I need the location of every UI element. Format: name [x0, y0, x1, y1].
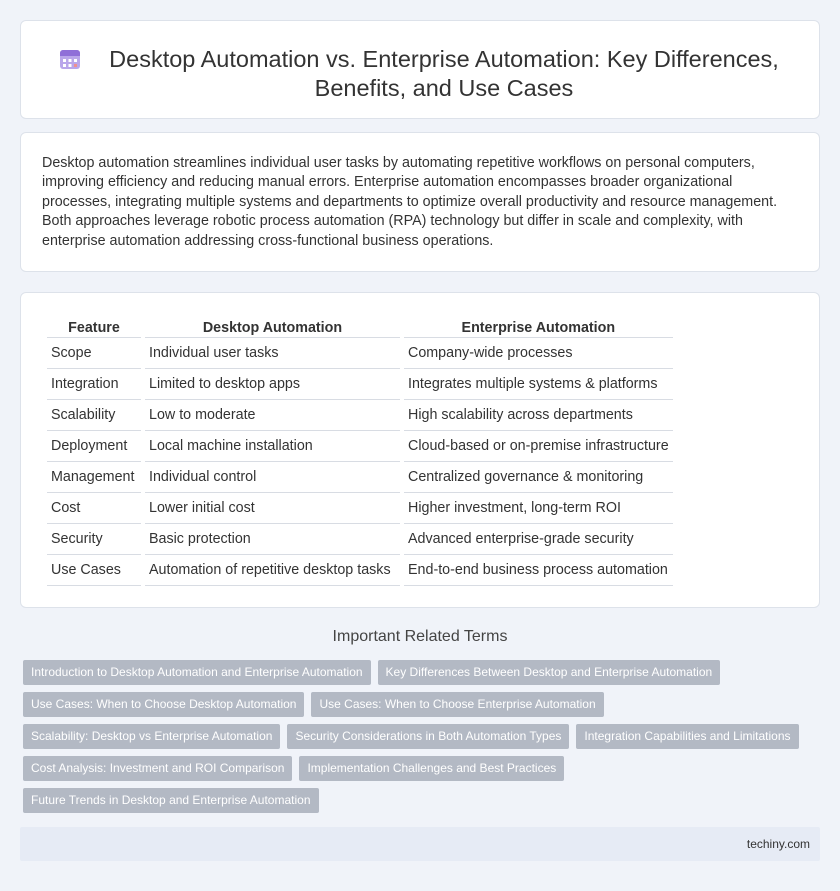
- table-row: [47, 462, 673, 493]
- related-terms-heading: Important Related Terms: [332, 628, 508, 645]
- related-term-link[interactable]: Future Trends in Desktop and Enterprise Automation: [23, 788, 319, 813]
- enterprise-cell: High scalability across departments: [404, 400, 673, 431]
- tag-row: [23, 756, 823, 781]
- table-row: [47, 400, 673, 431]
- feature-cell: Deployment: [47, 431, 141, 462]
- enterprise-cell: End-to-end business process automation: [404, 555, 673, 586]
- comparison-table: [43, 316, 677, 586]
- desktop-cell: Basic protection: [145, 524, 400, 555]
- intro-paragraph: Desktop automation streamlines individual user tasks by automating repetitive workflows on personal computers, improving efficiency and reducing manual errors. Enterprise automation encompasses broader organizational processes, integrating multiple systems and departments to optimize overall productivity and resource management. Both approaches leverage robotic process automation (RPA) technology but differ in scale and complexity, with enterprise automation addressing cross-functional business operations.: [42, 155, 778, 249]
- feature-cell: Scope: [47, 338, 141, 369]
- feature-cell: Scalability: [47, 400, 141, 431]
- footer-site-link[interactable]: techiny.com: [746, 837, 810, 851]
- table-row: [47, 369, 673, 400]
- related-term-link[interactable]: Integration Capabilities and Limitations: [576, 724, 798, 749]
- table-row: [47, 493, 673, 524]
- desktop-cell: Individual user tasks: [145, 338, 400, 369]
- table-header-row: [47, 316, 673, 338]
- table-row: [47, 555, 673, 586]
- calendar-icon: [58, 47, 82, 71]
- related-term-link[interactable]: Cost Analysis: Investment and ROI Comparison: [23, 756, 292, 781]
- feature-cell: Use Cases: [47, 555, 141, 586]
- related-term-link[interactable]: Introduction to Desktop Automation and Enterprise Automation: [23, 660, 371, 685]
- header-card: [20, 20, 820, 119]
- desktop-cell: Individual control: [145, 462, 400, 493]
- column-header-enterprise: Enterprise Automation: [404, 316, 673, 338]
- enterprise-cell: Higher investment, long-term ROI: [404, 493, 673, 524]
- feature-cell: Integration: [47, 369, 141, 400]
- feature-cell: Security: [47, 524, 141, 555]
- table-row: [47, 524, 673, 555]
- desktop-cell: Automation of repetitive desktop tasks: [145, 555, 400, 586]
- related-term-link[interactable]: Key Differences Between Desktop and Enterprise Automation: [378, 660, 721, 685]
- comparison-card: [20, 292, 820, 608]
- enterprise-cell: Cloud-based or on-premise infrastructure: [404, 431, 673, 462]
- related-terms-list: [23, 660, 823, 820]
- table-row: [47, 431, 673, 462]
- desktop-cell: Low to moderate: [145, 400, 400, 431]
- related-term-link[interactable]: Scalability: Desktop vs Enterprise Automation: [23, 724, 280, 749]
- page-title: Desktop Automation vs. Enterprise Automation: Key Differences, Benefits, and Use Cases: [109, 46, 779, 101]
- feature-cell: Management: [47, 462, 141, 493]
- enterprise-cell: Integrates multiple systems & platforms: [404, 369, 673, 400]
- enterprise-cell: Company-wide processes: [404, 338, 673, 369]
- enterprise-cell: Advanced enterprise-grade security: [404, 524, 673, 555]
- desktop-cell: Local machine installation: [145, 431, 400, 462]
- related-term-link[interactable]: Use Cases: When to Choose Enterprise Automation: [311, 692, 603, 717]
- table-row: [47, 338, 673, 369]
- desktop-cell: Lower initial cost: [145, 493, 400, 524]
- tag-row: [23, 660, 823, 685]
- related-term-link[interactable]: Use Cases: When to Choose Desktop Automation: [23, 692, 304, 717]
- intro-card: [20, 132, 820, 272]
- column-header-desktop: Desktop Automation: [145, 316, 400, 338]
- column-header-feature: Feature: [47, 316, 141, 338]
- footer: [20, 827, 820, 861]
- tag-row: [23, 692, 823, 717]
- enterprise-cell: Centralized governance & monitoring: [404, 462, 673, 493]
- feature-cell: Cost: [47, 493, 141, 524]
- tag-row: [23, 788, 823, 813]
- related-term-link[interactable]: Implementation Challenges and Best Practices: [299, 756, 564, 781]
- desktop-cell: Limited to desktop apps: [145, 369, 400, 400]
- related-term-link[interactable]: Security Considerations in Both Automation Types: [287, 724, 569, 749]
- tag-row: [23, 724, 823, 749]
